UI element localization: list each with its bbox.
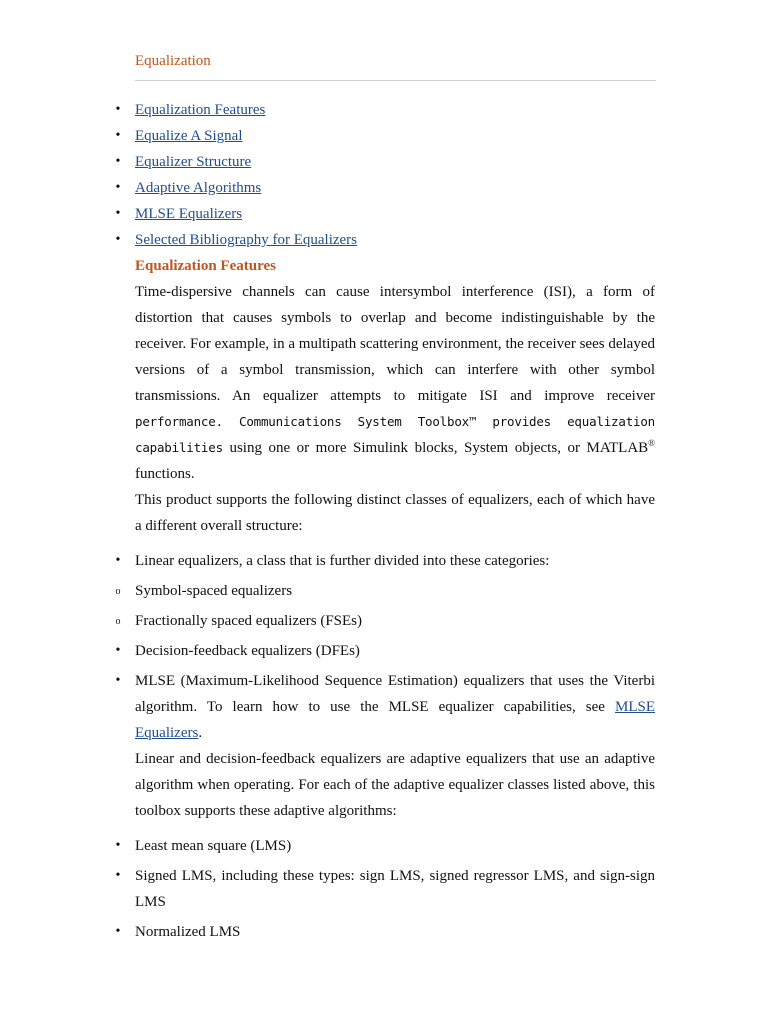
list-item-text: Fractionally spaced equalizers (FSEs) xyxy=(135,613,363,629)
bullet-marker: • xyxy=(115,154,121,169)
list-item xyxy=(0,833,655,859)
circle-marker: o xyxy=(115,586,121,597)
list-item xyxy=(0,863,655,915)
list-item-text: Least mean square (LMS) xyxy=(135,838,292,854)
bullet-marker: • xyxy=(115,128,121,143)
toc-link-mlse-equalizers[interactable]: MLSE Equalizers xyxy=(135,206,243,222)
header-divider xyxy=(135,80,656,81)
intro-text: Time-dispersive channels can cause intersymbol interference (ISI), a form of distortion that causes symbols to overlap and become indistinguishable by the receiver. For example, in a multipath scattering environment, the receiver sees delayed versions of a symbol transmission, which can interfere with other symbol transmissions. An equalizer attempts to mitigate ISI and improve receiver xyxy=(135,284,655,404)
bullet-marker: • xyxy=(115,673,121,688)
list-item-text: Linear equalizers, a class that is further divided into these categories: xyxy=(135,553,550,569)
bullet-marker: • xyxy=(115,868,121,883)
toc-link-equalize-a-signal[interactable]: Equalize A Signal xyxy=(135,128,243,144)
section-heading: Equalization Features xyxy=(135,258,276,274)
toc-link-selected-bibliography[interactable]: Selected Bibliography for Equalizers xyxy=(135,232,358,248)
list-item-text: Signed LMS, including these types: sign LMS, signed regressor LMS, and sign-sign LMS xyxy=(135,868,655,910)
intro-text-mono: performance. Communications System Toolbox™ provides equalization capabilities xyxy=(135,414,655,455)
sub-list-item xyxy=(0,608,655,634)
toc-link-equalizer-structure[interactable]: Equalizer Structure xyxy=(135,154,252,170)
bullet-marker: • xyxy=(115,206,121,221)
list-item-text: Decision-feedback equalizers (DFEs) xyxy=(135,643,360,659)
toc-item xyxy=(0,123,655,149)
intro-text-cont: using one or more Simulink blocks, System objects, or MATLAB xyxy=(229,440,649,456)
list-item-text: MLSE (Maximum-Likelihood Sequence Estimation) equalizers that uses the Viterbi algorithm. To learn how to use the MLSE equalizer capabilities, see xyxy=(135,673,655,715)
list-item xyxy=(0,668,655,746)
toc-link-equalization-features[interactable]: Equalization Features xyxy=(135,102,266,118)
list-item-text: Symbol-spaced equalizers xyxy=(135,583,293,599)
list-item-period: . xyxy=(198,725,203,741)
toc-item xyxy=(0,175,655,201)
toc-link-adaptive-algorithms[interactable]: Adaptive Algorithms xyxy=(135,180,262,196)
list-item xyxy=(0,919,655,945)
list-item xyxy=(0,548,655,574)
mlse-equalizers-link[interactable]: MLSE Equalizers xyxy=(135,699,655,741)
document-body xyxy=(0,97,768,945)
bullet-marker: • xyxy=(115,838,121,853)
bullet-marker: • xyxy=(115,924,121,939)
bullet-marker: • xyxy=(115,643,121,658)
toc-item xyxy=(0,201,655,227)
bullet-marker: • xyxy=(115,180,121,195)
list-item-text: Normalized LMS xyxy=(135,924,241,940)
intro-text-end: functions. xyxy=(135,466,195,482)
toc-item xyxy=(0,149,655,175)
bullet-marker: • xyxy=(115,102,121,117)
toc-item xyxy=(0,227,655,253)
page-header-title: Equalization xyxy=(135,53,211,69)
bullet-marker: • xyxy=(115,232,121,247)
intro-paragraph xyxy=(0,279,655,487)
adaptive-intro-paragraph: Linear and decision-feedback equalizers are adaptive equalizers that use an adaptive algorithm when operating. For each of the adaptive equalizer classes listed above, this toolbox supports these adaptive algorithms: xyxy=(135,751,655,819)
toc-item xyxy=(0,97,655,123)
list-item xyxy=(0,638,655,664)
sub-list-item xyxy=(0,578,655,604)
circle-marker: o xyxy=(115,616,121,627)
classes-intro-paragraph: This product supports the following distinct classes of equalizers, each of which have a different overall structure: xyxy=(135,492,655,534)
bullet-marker: • xyxy=(115,553,121,568)
registered-mark: ® xyxy=(648,438,655,448)
